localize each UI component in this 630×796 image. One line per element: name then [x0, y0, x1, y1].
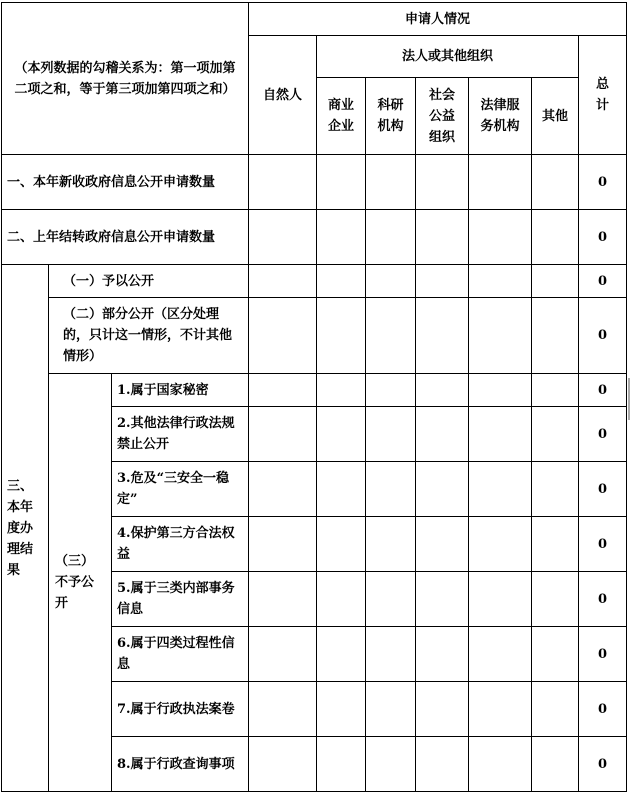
cell: [317, 517, 366, 572]
research-header-text: 科研机构: [377, 98, 404, 134]
legal-service-header-text: 法律服务机构: [480, 98, 520, 134]
row-label: （一）予以公开: [49, 265, 249, 298]
row-total: 0: [579, 737, 627, 792]
cell: [416, 737, 469, 792]
table-row: [2, 374, 627, 407]
row-total: 0: [579, 627, 627, 682]
cell: [416, 407, 469, 462]
cell: [249, 374, 317, 407]
row-total: 0: [579, 298, 627, 374]
cell: [416, 210, 469, 265]
cell: [249, 737, 317, 792]
row-label: （二）部分公开（区分处理的，只计这一情形，不计其他情形）: [49, 298, 249, 374]
cell: [317, 155, 366, 210]
cell: [416, 517, 469, 572]
row-total: 0: [579, 374, 627, 407]
gov-info-disclosure-table: [1, 2, 627, 792]
legal-or-org-header: 法人或其他组织: [317, 36, 579, 78]
cell: [317, 572, 366, 627]
cell: [469, 682, 532, 737]
row-total: 0: [579, 517, 627, 572]
cell: [469, 407, 532, 462]
cell: [249, 627, 317, 682]
cell: [416, 265, 469, 298]
cell: [317, 298, 366, 374]
cell: [416, 627, 469, 682]
row-label: 4.保护第三方合法权益: [112, 517, 249, 572]
cell: [416, 462, 469, 517]
row-label: 7.属于行政执法案卷: [112, 682, 249, 737]
cell: [249, 210, 317, 265]
total-header-text: 总计: [595, 77, 609, 113]
cell: [532, 462, 579, 517]
cell: [532, 407, 579, 462]
applicant-situation-header: 申请人情况: [249, 3, 627, 36]
cell: [317, 737, 366, 792]
cell: [249, 407, 317, 462]
table-row: [2, 298, 627, 374]
cell: [532, 627, 579, 682]
cell: [469, 572, 532, 627]
row-total: 0: [579, 572, 627, 627]
other-header: 其他: [532, 78, 579, 155]
cell: [366, 517, 416, 572]
cell: [249, 682, 317, 737]
cell: [249, 265, 317, 298]
cell: [366, 462, 416, 517]
cell: [366, 737, 416, 792]
row-total: 0: [579, 407, 627, 462]
row-label: 8.属于行政查询事项: [112, 737, 249, 792]
row-label: 5.属于三类内部事务信息: [112, 572, 249, 627]
cell: [469, 462, 532, 517]
cell: [469, 627, 532, 682]
cell: [416, 298, 469, 374]
cell: [366, 374, 416, 407]
cell: [317, 265, 366, 298]
cell: [249, 155, 317, 210]
cell: [366, 265, 416, 298]
row-total: 0: [579, 462, 627, 517]
cell: [416, 682, 469, 737]
cell: [532, 572, 579, 627]
cell: [249, 572, 317, 627]
cell: [532, 737, 579, 792]
row-total: 0: [579, 682, 627, 737]
cell: [317, 407, 366, 462]
public-welfare-header: [416, 78, 469, 155]
cell: [317, 210, 366, 265]
cell: [469, 374, 532, 407]
cell: [249, 462, 317, 517]
cell: [416, 155, 469, 210]
commercial-header: [317, 78, 366, 155]
row-label: 3.危及“三安全一稳定”: [112, 462, 249, 517]
table-row: [2, 155, 627, 210]
cell: [317, 462, 366, 517]
cell: [366, 210, 416, 265]
cell: [366, 627, 416, 682]
cell: [469, 155, 532, 210]
cell: [366, 298, 416, 374]
public-welfare-header-text: 社会公益组织: [428, 87, 455, 145]
column-note-text: （本列数据的勾稽关系为：第一项加第二项之和，等于第三项加第四项之和）: [14, 60, 236, 97]
cell: [532, 517, 579, 572]
cell: [532, 210, 579, 265]
cell: [317, 682, 366, 737]
commercial-header-text: 商业企业: [327, 98, 354, 134]
cell: [532, 265, 579, 298]
column-note: [2, 3, 249, 155]
cell: [416, 374, 469, 407]
row-label: 二、上年结转政府信息公开申请数量: [2, 210, 249, 265]
group-label: 三、本年度办理结果: [7, 478, 34, 578]
group-label-cell: [2, 265, 49, 792]
row-total: 0: [579, 210, 627, 265]
cell: [469, 210, 532, 265]
table-row: [2, 210, 627, 265]
row-label: 2.其他法律行政法规禁止公开: [112, 407, 249, 462]
row-total: 0: [579, 155, 627, 210]
total-header: [579, 36, 627, 155]
cell: [366, 572, 416, 627]
table-row: [2, 265, 627, 298]
cell: [469, 737, 532, 792]
cell: [469, 517, 532, 572]
row-label: 6.属于四类过程性信息: [112, 627, 249, 682]
cell: [532, 298, 579, 374]
cell: [249, 298, 317, 374]
row-total: 0: [579, 265, 627, 298]
cell: [317, 374, 366, 407]
cell: [532, 374, 579, 407]
natural-person-header: 自然人: [249, 36, 317, 155]
cell: [366, 407, 416, 462]
cell: [366, 682, 416, 737]
row-label: 一、本年新收政府信息公开申请数量: [2, 155, 249, 210]
cell: [366, 155, 416, 210]
cell: [532, 155, 579, 210]
legal-service-header: [469, 78, 532, 155]
subgroup-label: （三）不予公开: [55, 554, 95, 611]
cell: [249, 517, 317, 572]
research-header: [366, 78, 416, 155]
subgroup-label-cell: [49, 374, 112, 792]
cell: [532, 682, 579, 737]
cell: [469, 298, 532, 374]
cell: [416, 572, 469, 627]
cell: [469, 265, 532, 298]
row-label: 1.属于国家秘密: [112, 374, 249, 407]
cell: [317, 627, 366, 682]
